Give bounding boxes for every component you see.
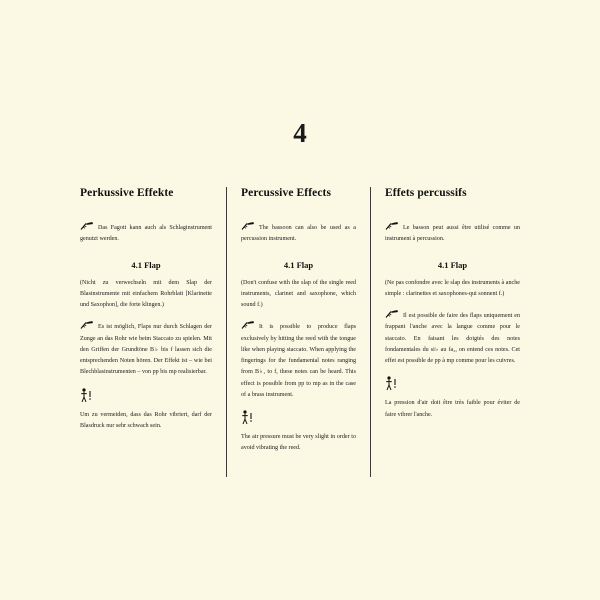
warning-paragraph-english: The air pressure must be very slight in order to avoid vibrating the reed.: [241, 434, 356, 452]
bassoon-percussion-icon: [241, 221, 255, 231]
bassoon-percussion-icon: [385, 309, 399, 319]
bassoon-percussion-icon: [241, 320, 255, 330]
note-paragraph-german: (Nicht zu verwechseln mit dem Slap der Blasinstrumente mit einfachem Rohrblatt [Klarinette und Saxophon], die forte klingen.): [80, 279, 212, 309]
warning-paragraph-german: Um zu vermeiden, dass das Rohr vibriert, darf der Blasdruck nur sehr schwach sein.: [80, 411, 212, 429]
chapter-number: 4: [293, 118, 307, 148]
body-paragraph-german: [80, 320, 212, 378]
three-column-layout: [80, 187, 520, 477]
intro-paragraph-english: [241, 221, 356, 246]
bassoon-percussion-icon: [80, 320, 94, 330]
note-paragraph-french: (Ne pas confondre avec le slap des instruments à anche simple : clarinettes et saxophones-qui sonnent f.): [385, 279, 520, 297]
warning-paragraph-french: La pression d'air doit être très faible pour éviter de faire vibrer l'anche.: [385, 400, 520, 418]
intro-paragraph-french: [385, 221, 520, 246]
person-warning-icon: [385, 376, 520, 392]
column-french: [370, 187, 520, 477]
column-english: [226, 187, 370, 477]
body-text-german: Es ist möglich, Flaps nur durch Schlagen der Zunge an das Rohr wie beim Staccato zu spielen. Mit den Griffen der Grundtöne B♭ bis f lassen sich die entsprechenden Noten hören. Der Effekt ist – wie bei Blechblasinstrumenten – von pp bis mp realisierbar.: [80, 324, 212, 376]
body-text-english: It is possible to produce flaps exclusively by hitting the reed with the tongue like when playing staccato. When applying the fingerings for the fundamental notes ranging from B♭₁ to f, these notes can be heard. This effect is possible from pp to mp as in the case of a brass instrument.: [241, 324, 356, 398]
body-paragraph-english: [241, 320, 356, 401]
column-title-german: Perkussive Effekte: [80, 187, 174, 199]
body-paragraph-french: [385, 309, 520, 367]
section-heading-german: 4.1 Flap: [131, 259, 161, 270]
person-warning-icon: [241, 410, 356, 426]
person-warning-icon: [80, 388, 212, 404]
column-title-french: Effets percussifs: [385, 187, 467, 199]
intro-text-french: Le basson peut aussi être utilisé comme un instrument à percussion.: [385, 225, 520, 243]
page-content: [80, 40, 520, 560]
column-german: [80, 187, 226, 477]
body-text-french: Il est possible de faire des flaps uniquement en frappant l'anche avec la langue comme pour le staccato. En faisant les doigtés des notes fondamentales du si♭ au fa₂, on entend ces notes. Cet effet est possible de pp à mp comme pour les cuivres.: [385, 313, 520, 365]
bassoon-percussion-icon: [80, 221, 94, 231]
bassoon-percussion-icon: [385, 221, 399, 231]
section-heading-french: 4.1 Flap: [437, 259, 468, 270]
intro-text-german: Das Fagott kann auch als Schlaginstrument genutzt werden.: [80, 225, 212, 243]
intro-paragraph-german: [80, 221, 212, 246]
section-heading-english: 4.1 Flap: [283, 259, 314, 270]
intro-text-english: The bassoon can also be used as a percussion instrument.: [241, 225, 356, 243]
column-title-english: Percussive Effects: [241, 187, 332, 199]
note-paragraph-english: (Don't confuse with the slap of the single reed instruments, clarinet and saxophone, which sound f.): [241, 279, 356, 309]
